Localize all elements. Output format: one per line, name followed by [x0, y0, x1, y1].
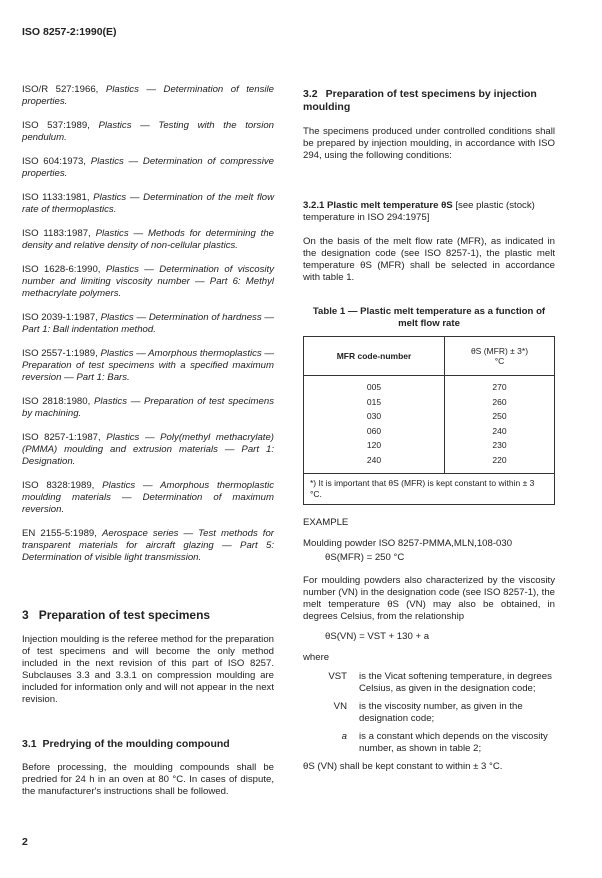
reference-title: Plastics — Amorphous thermoplastic moulding materials — Determination of maximum reversion. [22, 480, 274, 515]
column-header-mfr: MFR code-number [304, 337, 445, 375]
reference-title: Plastics — Testing with the torsion pendulum. [22, 120, 275, 143]
definition-list [303, 671, 555, 755]
reference-list [22, 84, 274, 564]
section-3-1-body: Before processing, the moulding compounds shall be predried for 24 h in an oven at 80 °C. In cases of dispute, the manufacturer's instructions shall be followed. [22, 762, 274, 797]
section-3-2-1-heading [303, 200, 555, 224]
temp-column [445, 376, 554, 473]
reference-title: Plastics — Determination of viscosity number and limiting viscosity number — Part 6: Methyl methacrylate polymers. [22, 264, 275, 299]
table-cell-mfr-code: 060 [366, 425, 382, 436]
page-number: 2 [22, 836, 28, 848]
reference-item [22, 264, 274, 300]
reference-title: Plastics — Determination of compressive properties. [22, 156, 274, 179]
reference-code: ISO/R 527:1966, [22, 84, 99, 95]
table-footnote: *) It is important that θS (MFR) is kept constant to within ± 3 °C. [304, 473, 554, 504]
final-statement: θS (VN) shall be kept constant to within ± 3 °C. [303, 761, 503, 772]
reference-code: ISO 8257-1:1987, [22, 432, 101, 443]
section-title: 3.2.1 Plastic melt temperature θS [303, 200, 453, 211]
reference-code: ISO 1133:1981, [22, 192, 90, 203]
table-cell-temperature: 240 [492, 425, 507, 436]
reference-item [22, 528, 274, 564]
table-cell-temperature: 270 [492, 382, 507, 392]
right-column [303, 88, 555, 772]
table-cell-temperature: 220 [492, 454, 507, 465]
section-number: 3 [22, 608, 29, 622]
reference-title: Plastics — Poly(methyl methacrylate) (PMMA) moulding and extrusion materials — Part 1: Designation. [22, 432, 274, 467]
example-line-1: Moulding powder ISO 8257-PMMA,MLN,108-030 [303, 538, 513, 549]
table-cell-temperature: 260 [492, 396, 507, 407]
reference-item [22, 432, 274, 468]
column-header-temp [445, 337, 554, 375]
definition-description: is a constant which depends on the viscosity number, as shown in table 2; [359, 731, 548, 754]
reference-item [22, 312, 274, 336]
section-title: Preparation of test specimens by injection moulding [303, 88, 537, 113]
reference-code: ISO 2818:1980, [22, 396, 91, 407]
definition-term: VST [328, 671, 347, 682]
section-number: 3.2 [303, 88, 318, 100]
reference-title: Plastics — Methods for determining the density and relative density of non-cellular plastics. [22, 228, 275, 251]
section-title: Preparation of test specimens [38, 608, 211, 622]
reference-code: ISO 8328:1989, [22, 480, 95, 491]
reference-code: ISO 1628-6:1990, [22, 264, 101, 275]
table-1-caption: Table 1 — Plastic melt temperature as a function of melt flow rate [312, 306, 546, 329]
reference-item [22, 348, 274, 384]
reference-item [22, 120, 274, 144]
table-1 [303, 336, 555, 505]
example-label: EXAMPLE [303, 517, 349, 528]
example-line-2: θS(MFR) = 250 °C [325, 552, 405, 563]
table-cell-mfr-code: 005 [366, 382, 382, 392]
reference-title: Plastics — Determination of hardness — Part 1: Ball indentation method. [22, 312, 274, 335]
section-number: 3.1 [22, 738, 37, 750]
definition-item [303, 671, 555, 695]
table-cell-mfr-code: 120 [366, 440, 382, 450]
section-3-2-heading [303, 88, 555, 114]
temp-header-unit: °C [494, 356, 505, 366]
reference-item [22, 480, 274, 516]
reference-title: Plastics — Determination of the melt flow rate of thermoplastics. [22, 192, 275, 215]
reference-code: ISO 604:1973, [22, 156, 86, 167]
table-header-row [304, 337, 554, 376]
table-cell-temperature: 250 [492, 411, 507, 421]
reference-title: Plastics — Determination of tensile properties. [22, 84, 275, 107]
temp-header-label: θS (MFR) ± 3*) [470, 346, 529, 356]
reference-code: ISO 2039-1:1987, [22, 312, 98, 323]
section-3-1-heading [22, 738, 274, 751]
section-3-2-body: The specimens produced under controlled conditions shall be prepared by injection moulding, in accordance with ISO 294, using the following conditions: [303, 126, 555, 161]
reference-code: ISO 1183:1987, [22, 228, 91, 239]
reference-item [22, 84, 274, 108]
document-header: ISO 8257-2:1990(E) [22, 26, 117, 38]
reference-code: ISO 537:1989, [22, 120, 90, 131]
reference-title: Plastics — Preparation of test specimens by machining. [22, 396, 274, 419]
reference-item [22, 156, 274, 180]
table-cell-mfr-code: 240 [366, 454, 382, 465]
reference-item [22, 228, 274, 252]
reference-code: EN 2155-5:1989, [22, 528, 97, 539]
table-cell-mfr-code: 015 [366, 396, 382, 407]
section-3-2-1-body: On the basis of the melt flow rate (MFR), as indicated in the designation code (see ISO 8257-1), the plastic melt temperature θS (MFR) shall be selected in accordance with table 1. [303, 236, 555, 283]
where-label: where [303, 652, 330, 663]
section-title: Predrying of the moulding compound [42, 738, 230, 750]
section-3-heading [22, 608, 210, 622]
vn-formula: θS(VN) = VST + 130 + a [325, 631, 430, 642]
section-title-note: [see plastic (stock) temperature in ISO 294:1975] [303, 200, 535, 223]
reference-item [22, 192, 274, 216]
left-column [22, 84, 274, 576]
definition-term: a [341, 731, 347, 742]
table-cell-temperature: 230 [492, 440, 507, 450]
vn-paragraph: For moulding powders also characterized by the viscosity number (VN) in the designation code (see ISO 8257-1), the melt temperature θS (VN) may also be obtained, in degrees Celsius, from the relationship [303, 575, 555, 622]
section-3-body: Injection moulding is the referee method for the preparation of test specimens and will become the only method included in the next revision of this part of ISO 8257. Subclauses 3.3 and 3.3.1 on compression moulding are included for information only and will not appear in the next revision. [22, 634, 274, 705]
table-cell-mfr-code: 030 [366, 411, 382, 421]
table-body [304, 376, 554, 473]
definition-term: VN [333, 701, 347, 712]
reference-code: ISO 2557-1:1989, [22, 348, 98, 359]
reference-title: Aerospace series — Test methods for transparent materials for aircraft glazing — Part 5: Determination of visible light transmission. [22, 528, 274, 563]
reference-item [22, 396, 274, 420]
definition-item [303, 731, 555, 755]
definition-item [303, 701, 555, 725]
reference-title: Plastics — Amorphous thermoplastics — Preparation of test specimens with a specified maximum reversion — Part 1: Bars. [22, 348, 274, 383]
mfr-code-column [304, 376, 445, 473]
definition-description: is the viscosity number, as given in the designation code; [359, 701, 523, 724]
definition-description: is the Vicat softening temperature, in degrees Celsius, as given in the designation code; [359, 671, 552, 694]
